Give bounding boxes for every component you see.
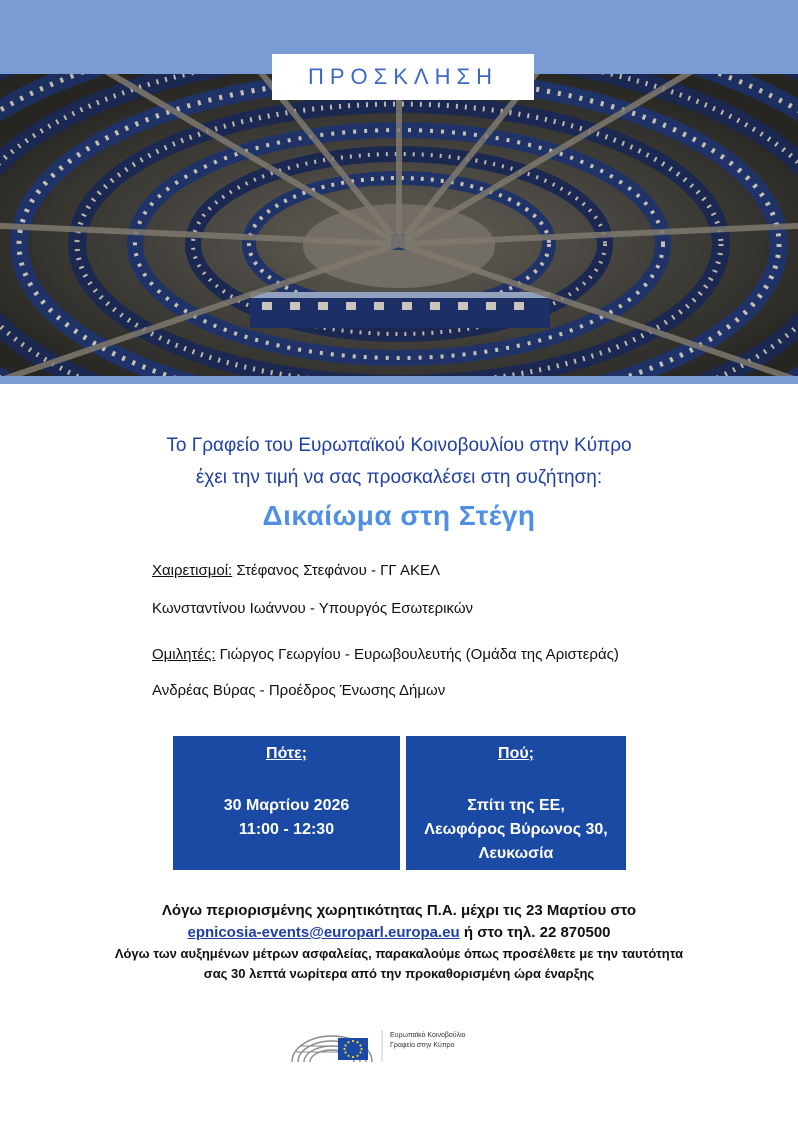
greetings-row: [152, 562, 440, 579]
speakers-row: [152, 646, 619, 663]
where-line-3: Λευκωσία: [478, 845, 554, 862]
where-heading: Πού;: [498, 745, 534, 762]
logo-text-2: Γραφείο στην Κύπρο: [390, 1042, 455, 1049]
when-heading: Πότε;: [266, 745, 307, 762]
greetings-label: Χαιρετισμοί:: [152, 562, 233, 579]
speaker-2-row: [152, 682, 445, 699]
invitation-title: ΠΡΟΣΚΛΗΣΗ: [272, 54, 534, 100]
when-date: 30 Μαρτίου 2026: [223, 797, 350, 814]
where-box: [406, 736, 626, 870]
rsvp-text: Λόγω περιορισμένης χωρητικότητας Π.Α. μέχρι τις 23 Μαρτίου στο: [161, 902, 637, 919]
where-line-1: Σπίτι της ΕΕ,: [467, 797, 565, 814]
greeting-1: Στέφανος Στεφάνου - ΓΓ ΑΚΕΛ: [232, 562, 441, 579]
logo-caption: [390, 1031, 466, 1051]
when-time: 11:00 - 12:30: [238, 821, 335, 838]
where-line-2: Λεωφόρος Βύρωνος 30,: [424, 821, 608, 838]
greeting-2: Κωνσταντίνου Ιωάννου - Υπουργός Εσωτερικών: [152, 600, 474, 617]
speakers-label: Ομιλητές:: [152, 646, 216, 663]
footer-notes: [0, 900, 798, 984]
when-box: [173, 736, 400, 870]
security-note-2: σας 30 λεπτά νωρίτερα από την προκαθορισμένη ώρα έναρξης: [203, 966, 595, 981]
parliament-hemicycle-photo: [0, 74, 798, 376]
event-headline: Δικαίωμα στη Στέγη: [262, 500, 536, 531]
intro-line-2: έχει την τιμή να σας προσκαλέσει στη συζήτηση:: [195, 467, 603, 488]
logo-text-1: Ευρωπαϊκό Κοινοβούλιο: [390, 1032, 466, 1039]
rsvp-email-link[interactable]: epnicosia-events@europarl.europa.eu: [187, 924, 460, 941]
rsvp-contact: [0, 922, 798, 944]
security-note-1: Λόγω των αυξημένων μέτρων ασφαλείας, παρακαλούμε όπως προσέλθετε με την ταυτότητα: [114, 946, 684, 961]
rsvp-phone: ή στο τηλ. 22 870500: [459, 924, 611, 941]
greeting-2-row: [152, 600, 473, 617]
intro-line-1: Το Γραφείο του Ευρωπαϊκού Κοινοβουλίου στην Κύπρο: [166, 435, 632, 456]
speaker-2: Ανδρέας Βύρας - Προέδρος Ένωσης Δήμων: [152, 682, 446, 699]
speaker-1: Γιώργος Γεωργίου - Ευρωβουλευτής (Ομάδα της Αριστεράς): [215, 646, 619, 663]
intro-text: [0, 430, 798, 494]
